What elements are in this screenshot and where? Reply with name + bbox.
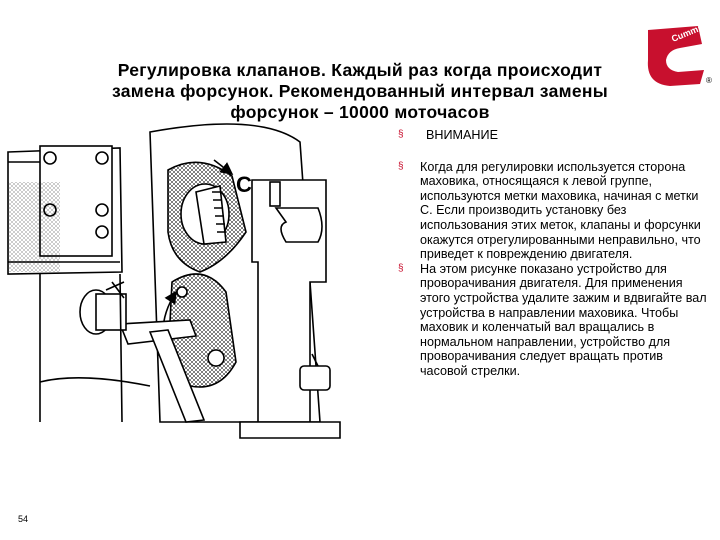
notes-list <box>396 128 714 379</box>
bullet-icon: § <box>398 129 404 140</box>
bullet-icon: § <box>398 262 404 274</box>
figure-label-c: C <box>236 172 252 197</box>
note-barring-tool <box>396 262 714 379</box>
page-number: 54 <box>18 514 29 524</box>
note-text: Когда для регулировки используется сторона маховика, относящаяся к левой группе, используются метки маховика, начиная с метки С. Если производить установку без использования этих меток, клапаны и форсунки окажутся отрегулированными неправильно, что приведет к повреждению двигателя. <box>420 159 701 262</box>
note-text: На этом рисунке показано устройство для проворачивания двигателя. Для применения этого устройства удалите зажим и вдвигайте вал устройства в направлении маховика. Чтобы маховик и коленчатый вал вращались в нормальном направлении, устройство для проворачивания следует вращать против часовой стрелки. <box>420 261 707 378</box>
warning-label: ВНИМАНИЕ <box>426 128 498 142</box>
bullet-icon: § <box>398 160 404 172</box>
logo-text: Cummins <box>670 19 712 44</box>
slide-title <box>60 60 660 123</box>
cummins-logo <box>640 18 712 90</box>
cummins-logo-icon <box>640 18 712 90</box>
registered-mark: ® <box>706 76 712 85</box>
title-line-3: форсунок – 10000 моточасов <box>230 102 490 122</box>
title-line-1: Регулировка клапанов. Каждый раз когда происходит <box>117 60 603 80</box>
title-line-2: замена форсунок. Рекомендованный интервал замены <box>111 81 609 101</box>
engine-barring-tool-illustration <box>0 122 390 442</box>
note-warning <box>396 128 714 143</box>
note-flywheel-marks <box>396 160 714 262</box>
